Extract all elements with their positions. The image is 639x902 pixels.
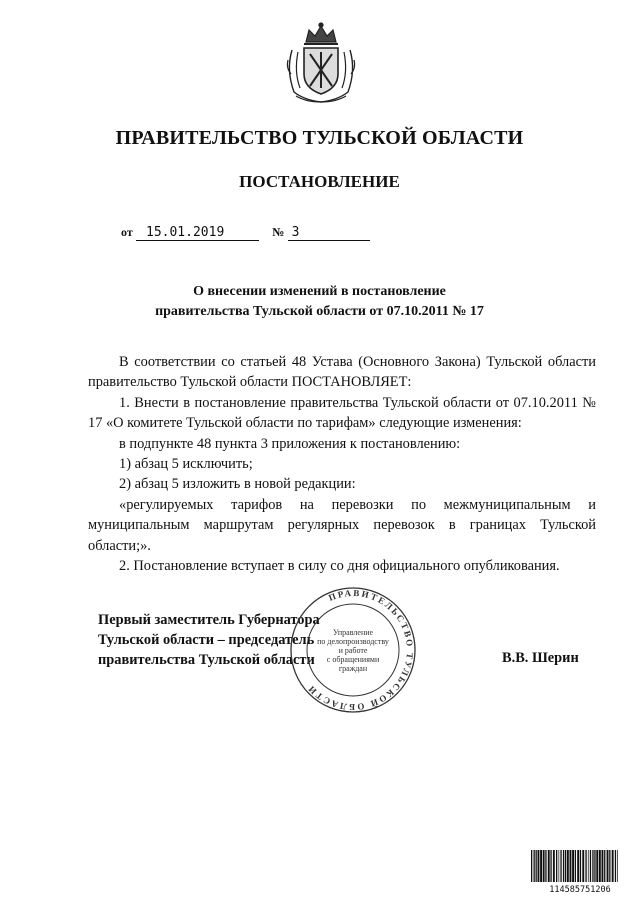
body-paragraph: в подпункте 48 пункта 3 приложения к постановлению: — [119, 435, 461, 452]
body-paragraph: 2) абзац 5 изложить в новой редакции: — [119, 476, 356, 493]
coat-of-arms-emblem — [282, 20, 360, 104]
barcode-bar — [531, 850, 532, 882]
barcode-bar — [534, 850, 535, 882]
subject-line-2: правительства Тульской области от 07.10.2011 № 17 — [155, 304, 484, 319]
barcode-bar — [543, 850, 545, 882]
barcode-bar — [588, 850, 589, 882]
official-stamp — [288, 585, 418, 715]
signatory-line-2: Тульской области – председатель — [98, 632, 315, 648]
subject-line-1: О внесении изменений в постановление — [193, 284, 446, 299]
barcode-bar — [609, 850, 610, 882]
barcode-bar — [577, 850, 579, 882]
barcode-bar — [556, 850, 557, 882]
barcode-bar — [617, 850, 618, 882]
barcode-bar — [615, 850, 616, 882]
barcode-bar — [548, 850, 550, 882]
barcode-bar — [604, 850, 605, 882]
document-body — [88, 352, 596, 576]
number-label: № — [272, 225, 285, 239]
barcode-bar — [538, 850, 540, 882]
body-paragraph: 2. Постановление вступает в силу со дня официального опубликования. — [119, 558, 560, 575]
stamp-inner-line: граждан — [338, 664, 368, 673]
body-paragraph: «регулируемых тарифов на перевозки по межмуниципальным и муниципальным маршрутам регулярных перевозок в границах Тульской области;». — [88, 496, 596, 554]
barcode-bar — [540, 850, 542, 882]
document-type: ПОСТАНОВЛЕНИЕ — [239, 172, 400, 191]
body-paragraph: 1. Внести в постановление правительства Тульской области от 07.10.2011 № 17 «О комитете Тульской области по тарифам» следующие изменения: — [88, 394, 596, 432]
barcode-bar — [570, 850, 572, 882]
barcode-bar — [560, 850, 561, 882]
body-paragraph: В соответствии со статьей 48 Устава (Основного Закона) Тульской области правительство Тульской области ПОСТАНОВЛЯЕТ: — [88, 354, 596, 391]
barcode-bar — [580, 850, 581, 882]
barcode-bar — [536, 850, 537, 882]
signatory-line-3: правительства Тульской области — [98, 652, 315, 668]
stamp-inner-line: по делопроизводству — [317, 637, 389, 646]
barcode-bar — [596, 850, 598, 882]
barcode-bar — [545, 850, 546, 882]
barcode-bar — [592, 850, 593, 882]
from-label: от — [121, 225, 133, 239]
barcode-bar — [575, 850, 576, 882]
document-date: 15.01.2019 — [136, 226, 259, 241]
stamp-inner-line: и работе — [338, 646, 368, 655]
barcode-bar — [565, 850, 566, 882]
barcode-bar — [559, 850, 560, 882]
barcode-bar — [585, 850, 586, 882]
barcode — [530, 850, 630, 894]
signatory-line-1: Первый заместитель Губернатора — [98, 612, 320, 628]
body-paragraph: 1) абзац 5 исключить; — [119, 456, 253, 473]
barcode-bar — [563, 850, 564, 882]
barcode-bar — [594, 850, 595, 882]
barcode-bar — [612, 850, 614, 882]
barcode-bar — [607, 850, 609, 882]
barcode-number: 114585751206 — [549, 885, 611, 894]
signatory-title — [98, 610, 320, 670]
stamp-inner-line: Управление — [332, 628, 374, 637]
stamp-outer-text: ПРАВИТЕЛЬСТВО ТУЛЬСКОЙ ОБЛАСТИ — [305, 587, 416, 713]
barcode-bar — [582, 850, 584, 882]
barcode-bar — [553, 850, 555, 882]
barcode-bar — [550, 850, 551, 882]
signatory-name: В.В. Шерин — [502, 650, 579, 666]
government-title: ПРАВИТЕЛЬСТВО ТУЛЬСКОЙ ОБЛАСТИ — [115, 127, 524, 149]
barcode-bar — [572, 850, 574, 882]
barcode-bar — [567, 850, 569, 882]
document-subject — [0, 282, 639, 322]
document-number: 3 — [288, 226, 370, 241]
barcode-bar — [602, 850, 604, 882]
barcode-bar — [599, 850, 601, 882]
document-date-number — [121, 224, 370, 241]
barcode-bar — [590, 850, 591, 882]
stamp-inner-line: с обращениями — [326, 655, 380, 664]
